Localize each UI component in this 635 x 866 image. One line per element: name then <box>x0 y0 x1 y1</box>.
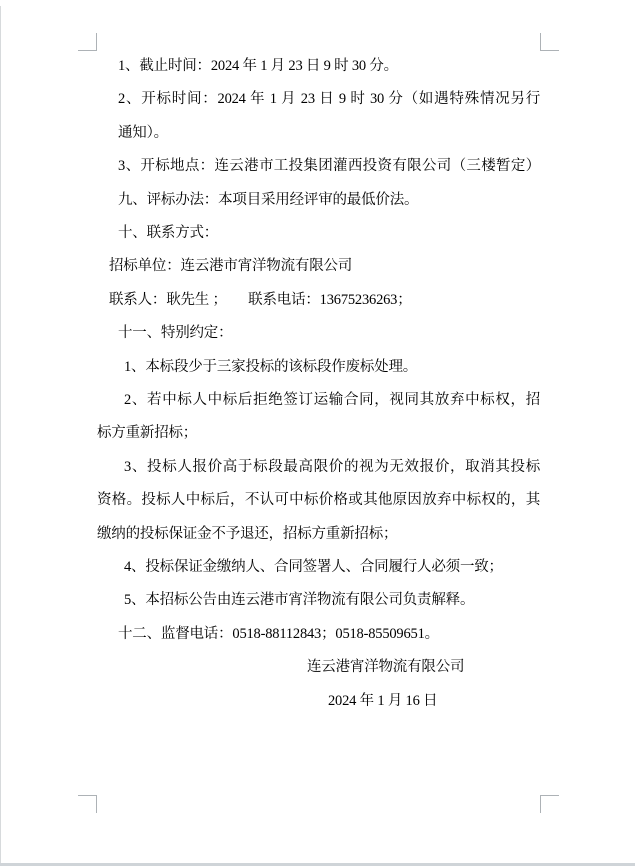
text-line: 九、评标办法：本项目采用经评审的最低价法。 <box>118 192 419 208</box>
text-line: 通知）。 <box>118 125 168 141</box>
text-line: 3、投标人报价高于标段最高限价的视为无效报价，取消其投标 <box>124 459 540 475</box>
crop-mark-bottom-left <box>78 795 97 813</box>
document-text <box>97 0 617 866</box>
text-line: 资格。投标人中标后，不认可中标价格或其他原因放弃中标权的，其 <box>97 492 540 508</box>
text-line: 1、截止时间：2024 年 1 月 23 日 9 时 30 分。 <box>118 58 398 74</box>
text-line: 2、开标时间：2024 年 1 月 23 日 9 时 30 分（如遇特殊情况另行 <box>118 91 540 107</box>
text-line: 联系人：耿先生 ； 联系电话：13675236263； <box>109 292 412 308</box>
text-line: 招标单位：连云港市宵洋物流有限公司 <box>109 258 353 274</box>
text-line: 标方重新招标； <box>97 425 198 441</box>
text-line: 2024 年 1 月 16 日 <box>328 693 438 709</box>
text-line: 十二、监督电话：0518-88112843；0518-85509651。 <box>118 626 439 642</box>
text-line: 十一、特别约定： <box>118 325 233 341</box>
text-line: 十、联系方式： <box>118 225 219 241</box>
text-line: 4、投标保证金缴纳人、合同签署人、合同履行人必须一致； <box>124 559 503 575</box>
crop-mark-top-left <box>78 33 97 51</box>
text-line: 3、开标地点：连云港市工投集团灌西投资有限公司（三楼暂定） <box>118 158 540 174</box>
text-line: 连云港宵洋物流有限公司 <box>307 659 465 675</box>
text-line: 2、若中标人中标后拒绝签订运输合同，视同其放弃中标权，招 <box>124 392 540 408</box>
page-edge-left <box>0 6 1 866</box>
text-line: 5、本招标公告由连云港市宵洋物流有限公司负责解释。 <box>124 592 475 608</box>
text-line: 缴纳的投标保证金不予退还，招标方重新招标； <box>97 526 398 542</box>
text-line: 1、本标段少于三家投标的该标段作废标处理。 <box>124 359 418 375</box>
